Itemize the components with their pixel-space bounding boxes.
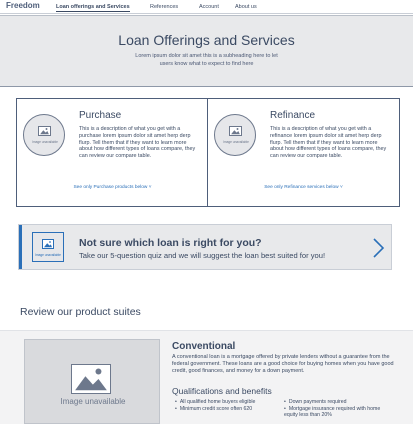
section-title: Review our product suites <box>20 306 141 318</box>
chevron-right-icon[interactable] <box>370 237 386 259</box>
link-label: See only Purchase products below <box>73 185 148 190</box>
image-caption: Image unavailable <box>35 253 61 257</box>
nav-about-us[interactable]: About us <box>235 4 257 10</box>
product-image-placeholder <box>24 339 160 424</box>
brand-logo[interactable]: Freedom <box>6 1 40 10</box>
list-item: • Down payments required <box>284 399 389 406</box>
list-item: • Mortgage insurance required with home equity less than 20% <box>284 406 389 419</box>
qualifications-title: Qualifications and benefits <box>172 386 272 396</box>
list-item: • Minimum credit score often 620 <box>175 406 275 413</box>
card-title: Refinance <box>270 110 316 121</box>
image-icon <box>71 364 111 394</box>
card-title: Purchase <box>79 110 122 121</box>
chevron-down-icon: ˅ <box>148 185 152 190</box>
top-nav <box>0 0 413 14</box>
quiz-banner[interactable] <box>18 224 392 270</box>
quiz-subtitle: Take our 5-question quiz and we will suggest the loan best suited for you! <box>79 251 326 260</box>
qualifications-list-left <box>175 399 275 412</box>
image-placeholder <box>214 114 256 156</box>
card-description: This is a description of what you get with a refinance lorem ipsum dolor sit amet herp derp flurp. Tell them that if they want to learn more about how different types of loans compare, they can review our compare table. <box>270 126 387 160</box>
product-title: Conventional <box>172 341 236 352</box>
image-caption: Image unavailable <box>223 140 249 144</box>
loan-type-cards <box>16 98 400 207</box>
quiz-title: Not sure which loan is right for you? <box>79 237 262 249</box>
qualifications-list-right <box>284 399 389 419</box>
nav-loan-offerings[interactable]: Loan offerings and Services <box>56 4 130 10</box>
card-description: This is a description of what you get with a purchase lorem ipsum dolor sit amet herp derp flurp. Tell them that if they want to learn more about how different types of loans compare, they can review our compare table. <box>79 126 196 160</box>
chevron-down-icon: ˅ <box>339 185 343 190</box>
purchase-products-link[interactable] <box>17 185 208 190</box>
image-caption: Image unavailable <box>60 397 126 406</box>
list-item: • All qualified home buyers eligible <box>175 399 275 406</box>
image-placeholder <box>32 232 64 262</box>
refinance-card <box>208 99 399 206</box>
nav-references[interactable]: References <box>150 4 179 10</box>
accent-bar <box>19 225 22 269</box>
image-placeholder <box>23 114 65 156</box>
purchase-card <box>17 99 208 206</box>
image-icon <box>229 126 242 136</box>
hero-banner <box>0 15 413 87</box>
nav-account[interactable]: Account <box>199 4 219 10</box>
product-description: A conventional loan is a mortgage offered by private lenders without a guarantee from the federal government. These loans are a good choice for buying homes when you have good credit, good finances, and money for a down payment. <box>172 354 394 374</box>
image-icon <box>42 239 54 249</box>
link-label: See only Refinance services below <box>264 185 339 190</box>
page-subtitle: Lorem ipsum dolor sit amet this is a subheading here to let users know what to expect to find here <box>135 53 278 67</box>
image-caption: Image unavailable <box>32 140 58 144</box>
image-icon <box>38 126 51 136</box>
refinance-services-link[interactable] <box>208 185 399 190</box>
page-title: Loan Offerings and Services <box>118 32 295 48</box>
